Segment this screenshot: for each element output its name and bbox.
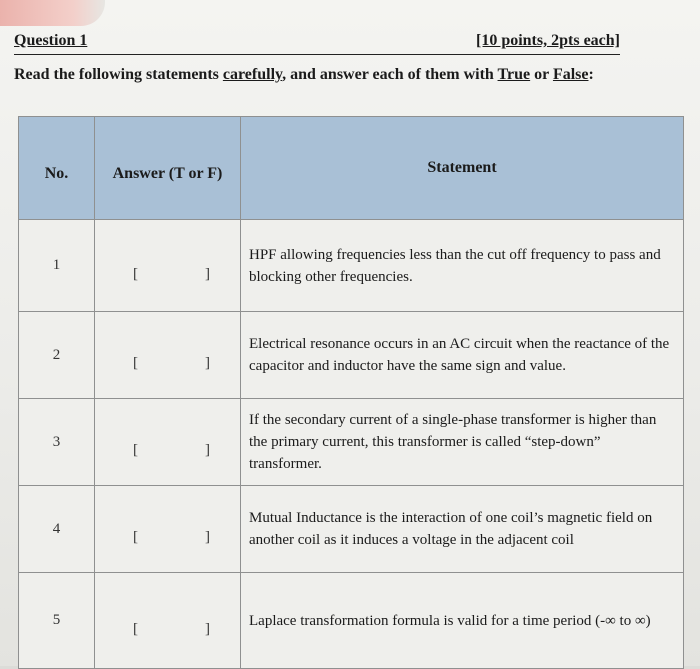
table-row: [19, 486, 684, 573]
instructions-text-1: Read the following statements: [14, 66, 223, 83]
instructions-text-4: :: [588, 66, 594, 83]
answer-bracket-open: [: [133, 265, 138, 282]
column-header-no-label: No.: [44, 165, 69, 182]
answer-field[interactable]: [95, 573, 241, 669]
row-number: 1: [19, 220, 95, 312]
answer-field[interactable]: [95, 486, 241, 573]
column-header-answer-label: Answer (T or F): [112, 165, 223, 182]
photo-corner-artifact: [0, 0, 105, 26]
answer-bracket-open: [: [133, 529, 138, 545]
answer-bracket-close: ]: [205, 265, 210, 282]
answer-field[interactable]: [95, 220, 241, 312]
table-row: [19, 399, 684, 486]
statement-text: Laplace transformation formula is valid for a time period (-∞ to ∞): [241, 573, 684, 669]
table-row: [19, 312, 684, 399]
answer-bracket-close: ]: [205, 442, 210, 458]
statement-text: Electrical resonance occurs in an AC circuit when the reactance of the capacitor and inductor have the same sign and value.: [241, 312, 684, 399]
statement-text: If the secondary current of a single-phase transformer is higher than the primary current, this transformer is called “step-down” transformer.: [241, 399, 684, 486]
answer-bracket-close: ]: [205, 620, 210, 637]
question-table: [18, 116, 684, 669]
row-number: 4: [19, 486, 95, 573]
instructions-carefully: carefully: [222, 66, 283, 83]
points-label: [10 points, 2pts each]: [475, 32, 620, 49]
instructions-true: True: [497, 66, 531, 83]
table-header-row: [19, 117, 684, 220]
question-header: [14, 32, 620, 55]
answer-field[interactable]: [95, 399, 241, 486]
row-number: 3: [19, 399, 95, 486]
row-number: 2: [19, 312, 95, 399]
answer-field[interactable]: [95, 312, 241, 399]
column-header-no: [19, 117, 95, 220]
table-row: [19, 573, 684, 669]
column-header-statement: [241, 117, 684, 220]
instructions-text-2: , and answer each of them with: [282, 66, 498, 83]
answer-bracket-open: [: [133, 355, 138, 371]
column-header-answer: [95, 117, 241, 220]
instructions-false: False: [552, 66, 589, 83]
answer-bracket-close: ]: [205, 355, 210, 371]
statement-text: HPF allowing frequencies less than the cut off frequency to pass and blocking other frequencies.: [241, 220, 684, 312]
answer-bracket-open: [: [133, 620, 138, 637]
statement-text: Mutual Inductance is the interaction of one coil’s magnetic field on another coil as it induces a voltage in the adjacent coil: [241, 486, 684, 573]
question-title: Question 1: [14, 32, 88, 49]
instructions-text-3: or: [530, 66, 553, 83]
table-row: [19, 220, 684, 312]
column-header-statement-label: Statement: [427, 159, 497, 176]
answer-bracket-close: ]: [205, 529, 210, 545]
row-number: 5: [19, 573, 95, 669]
instructions: [14, 62, 654, 88]
answer-bracket-open: [: [133, 442, 138, 458]
